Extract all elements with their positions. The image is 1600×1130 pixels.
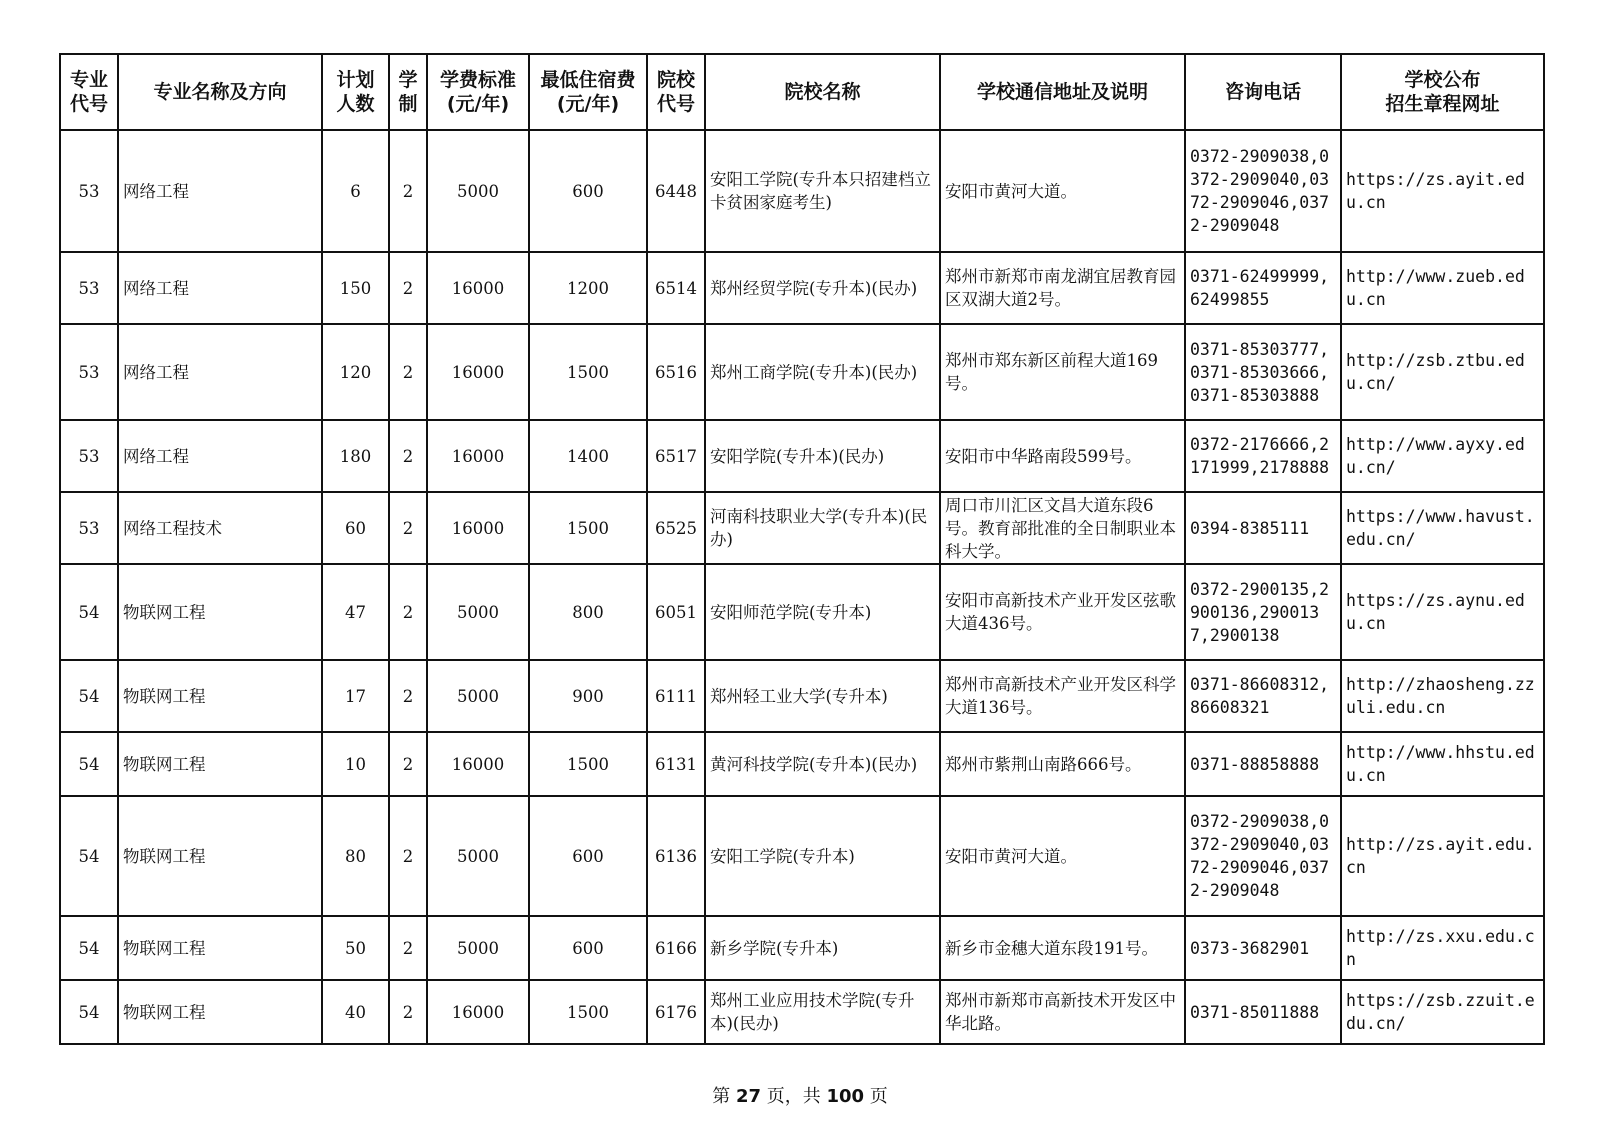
table-row (60, 564, 1544, 660)
school-code-cell: 6136 (647, 796, 705, 916)
school-code-cell: 6516 (647, 324, 705, 420)
school-code-cell: 6051 (647, 564, 705, 660)
plan-count-cell: 60 (322, 492, 389, 564)
major-name-cell: 网络工程技术 (118, 492, 322, 564)
dorm-fee-cell: 1500 (529, 980, 647, 1044)
major-code-cell: 54 (60, 564, 118, 660)
dorm-fee-cell: 1200 (529, 252, 647, 324)
major-name-cell: 物联网工程 (118, 732, 322, 796)
major-name-cell: 物联网工程 (118, 660, 322, 732)
address-cell: 郑州市郑东新区前程大道169号。 (940, 324, 1185, 420)
address-cell: 郑州市新郑市高新技术开发区中华北路。 (940, 980, 1185, 1044)
study-years-cell: 2 (389, 420, 427, 492)
dorm-fee-cell: 1500 (529, 492, 647, 564)
dorm-fee-cell: 900 (529, 660, 647, 732)
major-name-cell: 物联网工程 (118, 796, 322, 916)
school-name-cell: 黄河科技学院(专升本)(民办) (705, 732, 940, 796)
school-code-cell: 6525 (647, 492, 705, 564)
phone-cell: 0372-2909038,0372-2909040,0372-2909046,0372-2909048 (1185, 796, 1341, 916)
school-name-cell: 新乡学院(专升本) (705, 916, 940, 980)
url-cell[interactable]: https://zsb.zzuit.edu.cn/ (1341, 980, 1544, 1044)
header-tuition: 学费标准 (元/年) (427, 54, 529, 130)
tuition-cell: 16000 (427, 420, 529, 492)
tuition-cell: 5000 (427, 564, 529, 660)
address-cell: 郑州市紫荆山南路666号。 (940, 732, 1185, 796)
address-cell: 安阳市中华路南段599号。 (940, 420, 1185, 492)
tuition-cell: 5000 (427, 916, 529, 980)
major-code-cell: 54 (60, 796, 118, 916)
study-years-cell: 2 (389, 252, 427, 324)
phone-cell: 0372-2900135,2900136,2900137,2900138 (1185, 564, 1341, 660)
phone-cell: 0371-85011888 (1185, 980, 1341, 1044)
study-years-cell: 2 (389, 980, 427, 1044)
header-dorm-fee: 最低住宿费 (元/年) (529, 54, 647, 130)
header-major-code: 专业 代号 (60, 54, 118, 130)
school-code-cell: 6131 (647, 732, 705, 796)
major-code-cell: 54 (60, 980, 118, 1044)
tuition-cell: 16000 (427, 252, 529, 324)
url-cell[interactable]: https://zs.aynu.edu.cn (1341, 564, 1544, 660)
dorm-fee-cell: 600 (529, 796, 647, 916)
table-row (60, 916, 1544, 980)
address-cell: 安阳市黄河大道。 (940, 796, 1185, 916)
major-code-cell: 53 (60, 252, 118, 324)
school-name-cell: 河南科技职业大学(专升本)(民办) (705, 492, 940, 564)
major-name-cell: 网络工程 (118, 420, 322, 492)
header-row (60, 54, 1544, 130)
school-name-cell: 安阳师范学院(专升本) (705, 564, 940, 660)
study-years-cell: 2 (389, 796, 427, 916)
phone-cell: 0372-2909038,0372-2909040,0372-2909046,0372-2909048 (1185, 130, 1341, 252)
dorm-fee-cell: 1400 (529, 420, 647, 492)
school-code-cell: 6514 (647, 252, 705, 324)
tuition-cell: 16000 (427, 492, 529, 564)
table-row (60, 252, 1544, 324)
url-cell[interactable]: http://zsb.ztbu.edu.cn/ (1341, 324, 1544, 420)
table-row (60, 492, 1544, 564)
phone-cell: 0373-3682901 (1185, 916, 1341, 980)
table-body (60, 130, 1544, 1044)
plan-count-cell: 40 (322, 980, 389, 1044)
major-name-cell: 网络工程 (118, 252, 322, 324)
header-url: 学校公布 招生章程网址 (1341, 54, 1544, 130)
table-row (60, 420, 1544, 492)
school-code-cell: 6176 (647, 980, 705, 1044)
header-study-years: 学 制 (389, 54, 427, 130)
school-code-cell: 6111 (647, 660, 705, 732)
header-school-code: 院校 代号 (647, 54, 705, 130)
study-years-cell: 2 (389, 564, 427, 660)
admissions-table (59, 53, 1545, 1045)
school-code-cell: 6517 (647, 420, 705, 492)
major-code-cell: 53 (60, 420, 118, 492)
url-cell[interactable]: http://www.hhstu.edu.cn (1341, 732, 1544, 796)
plan-count-cell: 180 (322, 420, 389, 492)
tuition-cell: 5000 (427, 660, 529, 732)
tuition-cell: 5000 (427, 796, 529, 916)
school-code-cell: 6448 (647, 130, 705, 252)
url-cell[interactable]: http://www.zueb.edu.cn (1341, 252, 1544, 324)
major-code-cell: 53 (60, 492, 118, 564)
plan-count-cell: 120 (322, 324, 389, 420)
footer-suffix: 页 (869, 1086, 888, 1107)
phone-cell: 0394-8385111 (1185, 492, 1341, 564)
school-name-cell: 郑州工商学院(专升本)(民办) (705, 324, 940, 420)
major-code-cell: 53 (60, 130, 118, 252)
plan-count-cell: 80 (322, 796, 389, 916)
address-cell: 安阳市黄河大道。 (940, 130, 1185, 252)
phone-cell: 0372-2176666,2171999,2178888 (1185, 420, 1341, 492)
study-years-cell: 2 (389, 130, 427, 252)
address-cell: 新乡市金穗大道东段191号。 (940, 916, 1185, 980)
study-years-cell: 2 (389, 660, 427, 732)
tuition-cell: 16000 (427, 324, 529, 420)
header-address: 学校通信地址及说明 (940, 54, 1185, 130)
url-cell[interactable]: https://zs.ayit.edu.cn (1341, 130, 1544, 252)
header-plan-count: 计划 人数 (322, 54, 389, 130)
major-name-cell: 物联网工程 (118, 980, 322, 1044)
plan-count-cell: 47 (322, 564, 389, 660)
table-row (60, 732, 1544, 796)
url-cell[interactable]: https://www.havust.edu.cn/ (1341, 492, 1544, 564)
plan-count-cell: 6 (322, 130, 389, 252)
table-row (60, 130, 1544, 252)
school-code-cell: 6166 (647, 916, 705, 980)
dorm-fee-cell: 1500 (529, 732, 647, 796)
footer-page-number: 27 (735, 1086, 761, 1107)
footer-total-pages: 100 (826, 1086, 865, 1107)
phone-cell: 0371-62499999,62499855 (1185, 252, 1341, 324)
plan-count-cell: 17 (322, 660, 389, 732)
url-cell[interactable]: http://zs.xxu.edu.cn (1341, 916, 1544, 980)
address-cell: 郑州市新郑市南龙湖宜居教育园区双湖大道2号。 (940, 252, 1185, 324)
study-years-cell: 2 (389, 324, 427, 420)
dorm-fee-cell: 800 (529, 564, 647, 660)
header-school-name: 院校名称 (705, 54, 940, 130)
major-code-cell: 54 (60, 660, 118, 732)
school-name-cell: 郑州经贸学院(专升本)(民办) (705, 252, 940, 324)
school-name-cell: 安阳工学院(专升本) (705, 796, 940, 916)
address-cell: 周口市川汇区文昌大道东段6号。教育部批准的全日制职业本科大学。 (940, 492, 1185, 564)
tuition-cell: 16000 (427, 732, 529, 796)
phone-cell: 0371-88858888 (1185, 732, 1341, 796)
major-code-cell: 54 (60, 732, 118, 796)
study-years-cell: 2 (389, 492, 427, 564)
school-name-cell: 郑州工业应用技术学院(专升本)(民办) (705, 980, 940, 1044)
major-name-cell: 物联网工程 (118, 564, 322, 660)
table-row (60, 324, 1544, 420)
study-years-cell: 2 (389, 916, 427, 980)
tuition-cell: 16000 (427, 980, 529, 1044)
plan-count-cell: 150 (322, 252, 389, 324)
url-cell[interactable]: http://www.ayxy.edu.cn/ (1341, 420, 1544, 492)
address-cell: 安阳市高新技术产业开发区弦歌大道436号。 (940, 564, 1185, 660)
school-name-cell: 安阳学院(专升本)(民办) (705, 420, 940, 492)
plan-count-cell: 10 (322, 732, 389, 796)
footer-prefix: 第 (712, 1086, 731, 1107)
dorm-fee-cell: 600 (529, 130, 647, 252)
major-name-cell: 网络工程 (118, 324, 322, 420)
dorm-fee-cell: 1500 (529, 324, 647, 420)
major-code-cell: 54 (60, 916, 118, 980)
phone-cell: 0371-86608312,86608321 (1185, 660, 1341, 732)
url-cell[interactable]: http://zhaosheng.zzuli.edu.cn (1341, 660, 1544, 732)
major-code-cell: 53 (60, 324, 118, 420)
header-phone: 咨询电话 (1185, 54, 1341, 130)
table-row (60, 660, 1544, 732)
phone-cell: 0371-85303777,0371-85303666,0371-85303888 (1185, 324, 1341, 420)
dorm-fee-cell: 600 (529, 916, 647, 980)
footer-middle: 页，共 (766, 1086, 821, 1107)
tuition-cell: 5000 (427, 130, 529, 252)
url-cell[interactable]: http://zs.ayit.edu.cn (1341, 796, 1544, 916)
header-major-name: 专业名称及方向 (118, 54, 322, 130)
major-name-cell: 网络工程 (118, 130, 322, 252)
school-name-cell: 安阳工学院(专升本只招建档立卡贫困家庭考生) (705, 130, 940, 252)
table-row (60, 796, 1544, 916)
table-row (60, 980, 1544, 1044)
page-footer (0, 1082, 1600, 1108)
address-cell: 郑州市高新技术产业开发区科学大道136号。 (940, 660, 1185, 732)
school-name-cell: 郑州轻工业大学(专升本) (705, 660, 940, 732)
plan-count-cell: 50 (322, 916, 389, 980)
study-years-cell: 2 (389, 732, 427, 796)
major-name-cell: 物联网工程 (118, 916, 322, 980)
